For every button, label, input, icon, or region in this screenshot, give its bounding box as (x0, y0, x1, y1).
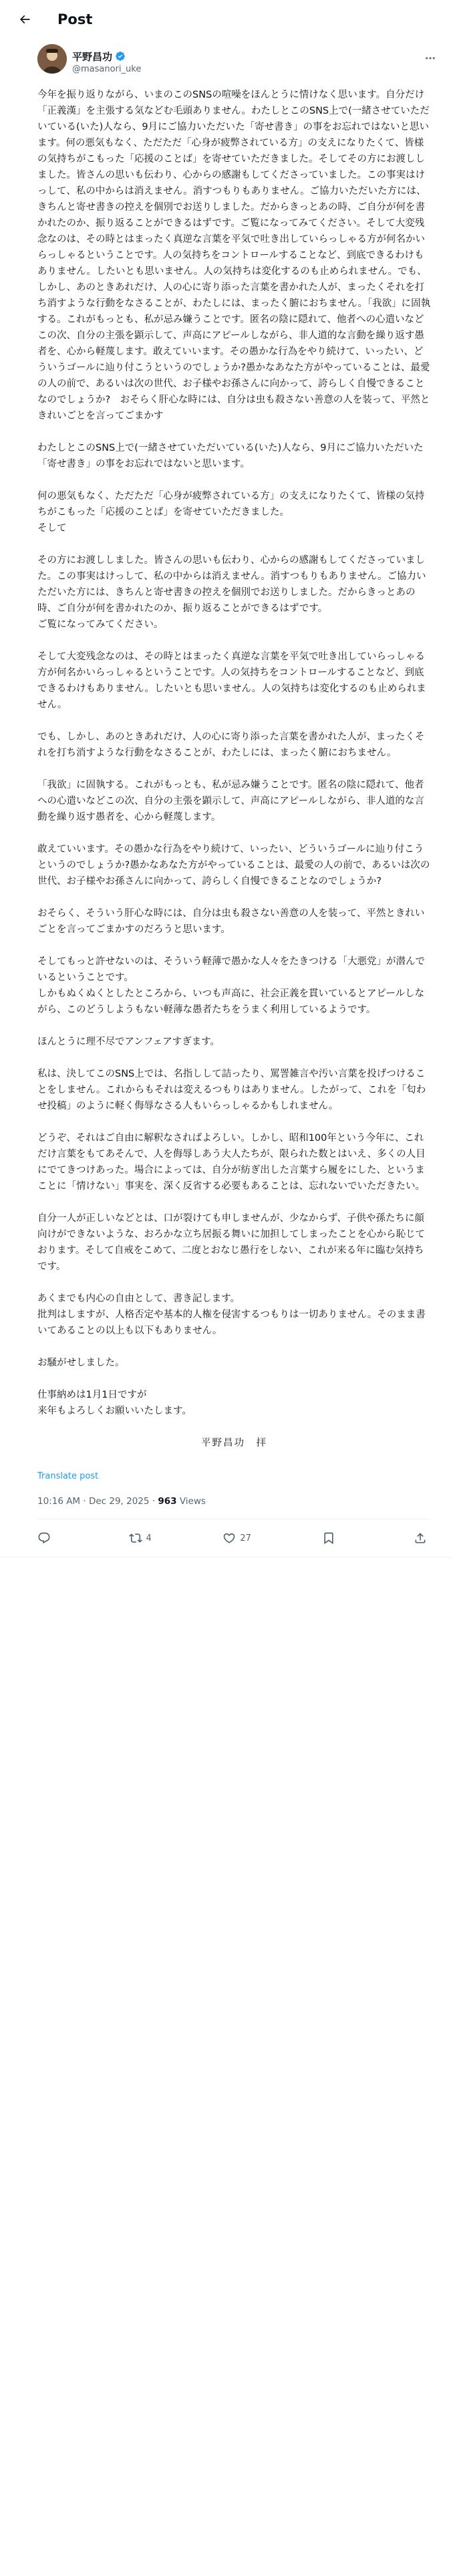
repost-count: 4 (146, 1533, 152, 1543)
post-paragraph: そしてもっと許せないのは、そういう軽薄で愚かな人々をたきつける「大悪党」が潜んでいるということです。 しかもぬくぬくとしたところから、いつも声高に、社会正義を貫いているとアピールしながら、このどうしようもない軽薄な愚者たちをうまく利用しているようです。 (37, 956, 425, 1015)
reply-icon (37, 1531, 51, 1545)
share-icon (414, 1531, 427, 1545)
post-paragraph: おそらく、そういう肝心な時には、自分は虫も殺さない善意の人を装って、平然ときれいごとを言ってごまかすのだろうと思います。 (37, 908, 425, 935)
translate-post-link[interactable]: Translate post (37, 1471, 99, 1481)
repost-icon (129, 1531, 142, 1545)
post-paragraph: わたしとこのSNS上で(一緒させていただいている(いた)人なら、9月にご協力いただいた「寄せ書き」の事をお忘れではないと思います。 (37, 443, 424, 469)
post-paragraph: 今年を振り返りながら、いまのこのSNSの喧噪をほんとうに情けなく思います。自分だけ「正義漢」を主張する気などむ毛頭ありません。わたしとこのSNS上で(一緒させていただいている(いた)人なら、9月にご協力いただいた「寄せ書き」の事をお忘れではないと思います。何の悪気もなく、ただただ「心身が疲弊されている方」の支えになりたくて、皆様の気持ちがこもった「応援のことば」を寄せていただきました。そしてその方にお渡ししました。皆さんの思いも伝わり、心からの感謝もしてくださっていました。この事実はけっして、私の中からは消えません。消すつもりもありません。ご協力いただいた方には、きちんと寄せ書きの控えを個別でお送りしました。だからきっとあの時、ご自分が何を書かれたのか、振り返ることができるはずです。ご覧になってみてください。そして大変残念なのは、その時とはまったく真逆な言葉を平気で吐き出していらっしゃる方が何名かいらっしゃるということです。人の気持ちをコントロールすることなど、到底できるわけもありません。したいとも思いません。人の気持ちは変化するのも止められません。でも、しかし、あのときあれだけ、人の心に寄り添った言葉を書かれた人が、まったくそれを打ち消すような行動をなさることが、わたしには、まったく腑におちません。「我欲」に固執する。これがもっとも、私が忌み嫌うことです。匿名の陰に隠れて、他者への心遣いなどこの次、自分の主張を顕示して、声高にアピールしながら、非人道的な言動を繰り返す愚者を、心から軽蔑します。敢えていいます。その愚かな行為をやり続けて、いったい、どういうゴールに辿り付こうというのでしょうか?愚かなあなた方がやっていることは、最愛の人の前で、あるいは次の世代、お子様やお孫さんに向かって、誇らしく自慢できることなのでしょうか? おそらく肝心な時には、自分は虫も殺さない善意の人を装って、平然ときれいごとを言ってごまかす (37, 90, 431, 421)
verified-badge-icon (115, 51, 126, 62)
post-paragraph: 私は、決してこのSNS上では、名指しして詰ったり、罵詈雑言や汚い言葉を投げつけることをしません。これからもそれは変えるつもりはありません。したがって、これを「匂わせ投稿」のように軽く侮辱なさる人もいらっしゃるかもしれません。 (37, 1069, 426, 1111)
page-title: Post (57, 11, 93, 27)
arrow-left-icon (18, 13, 31, 26)
post-paragraph: 何の悪気もなく、ただただ「心身が疲弊されている方」の支えになりたくて、皆様の気持ちがこもった「応援のことば」を寄せていただきました。 そして (37, 491, 425, 534)
top-bar (0, 0, 451, 39)
post-paragraph: お騒がせしました。 (37, 1358, 125, 1368)
back-button[interactable] (13, 8, 36, 31)
author-row (0, 39, 451, 78)
post-paragraph: そして大変残念なのは、その時とはまったく真逆な言葉を平気で吐き出していらっしゃる方が何名かいらっしゃるということです。人の気持ちをコントロールすることなど、到底できるわけもありません。したいとも思いません。人の気持ちは変化するのも止められません。 (37, 651, 426, 710)
post-meta (37, 1496, 431, 1519)
more-options-button[interactable] (420, 48, 440, 68)
bookmark-icon (322, 1531, 335, 1545)
post-text (37, 87, 431, 1419)
post-signature: 平野昌功 拝 (201, 1438, 267, 1448)
more-dots-icon (424, 52, 436, 64)
heart-icon (222, 1531, 236, 1545)
views-count: 963 (158, 1496, 177, 1507)
avatar-image (37, 44, 67, 74)
like-button[interactable] (222, 1531, 251, 1545)
action-bar (0, 1519, 451, 1558)
post-paragraph: あくまでも内心の自由として、書き記します。 批判はしますが、人格否定や基本的人権を侵害するつもりは一切ありません。そのまま書いてあることの以上も以下もありません。 (37, 1293, 426, 1336)
post-paragraph: ほんとうに理不尽でアンフェアすぎます。 (37, 1037, 220, 1047)
post-paragraph: でも、しかし、あのときあれだけ、人の心に寄り添った言葉を書かれた人が、まったくそれを打ち消すような行動をなさることが、わたしには、まったく腑におちません。 (37, 732, 425, 758)
post-paragraph: 自分一人が正しいなどとは、口が裂けても申しませんが、少なからず、子供や孫たちに顔向けができないような、おろかな立ち居振る舞いに加担してしまったことを心から恥じております。そして自戒をこめて、二度とおなじ愚行をしない、これが来る年に臨む気持ちです。 (37, 1213, 425, 1272)
reply-button[interactable] (37, 1531, 57, 1545)
views-label: Views (179, 1496, 206, 1507)
meta-separator: · (152, 1496, 158, 1507)
author-handle[interactable]: @masanori_uke (72, 64, 142, 74)
author-name-line (72, 49, 141, 64)
post-paragraph: 仕事納めは1月1日ですが 来年もよろしくお願いいたします。 (37, 1390, 192, 1416)
avatar[interactable] (37, 44, 67, 74)
share-button[interactable] (414, 1531, 434, 1545)
post-timestamp[interactable]: 10:16 AM · Dec 29, 2025 (37, 1496, 150, 1507)
post-paragraph: その方にお渡ししました。皆さんの思いも伝わり、心からの感謝もしてくださっていました。この事実はけっして、私の中からは消えません。消すつもりもありません。ご協力いただいた方には、きちんと寄せ書きの控えを個別でお送りしました。だからきっとあの時、ご自分が何を書かれたのか、振り返ることができるはずです。 ご覧になってみてください。 (37, 555, 426, 630)
post-body (0, 78, 451, 1519)
author-info (72, 45, 141, 78)
post-paragraph: 敢えていいます。その愚かな行為をやり続けて、いったい、どういうゴールに辿り付こうというのでしょうか?愚かなあなた方がやっていることは、最愛の人の前で、あるいは次の世代、お子様やお孫さんに向かって、誇らしく自慢できることなのでしょうか? (37, 844, 430, 887)
post-paragraph: 「我欲」に固執する。これがもっとも、私が忌み嫌うことです。匿名の陰に隠れて、他者への心遣いなどこの次、自分の主張を顕示して、声高にアピールしながら、非人道的な言動を繰り返す愚者を、心から軽蔑します。 (37, 780, 424, 823)
repost-button[interactable] (129, 1531, 152, 1545)
like-count: 27 (240, 1533, 251, 1543)
post-paragraph: どうぞ、それはご自由に解釈なさればよろしい。しかし、昭和100年という今年に、これだけ言葉をもてあそんで、人を侮辱しあう大人たちが、限られた数とはいえ、多くの人目にでてきつけあった。場合によっては、自分が紡ぎ出した言葉すら履をにした、というまことに「情けない」事実を、深く反省する必要もあることは、忘れないでいただきたい。 (37, 1133, 426, 1192)
bookmark-button[interactable] (322, 1531, 342, 1545)
author-name[interactable]: 平野昌功 (72, 50, 113, 63)
